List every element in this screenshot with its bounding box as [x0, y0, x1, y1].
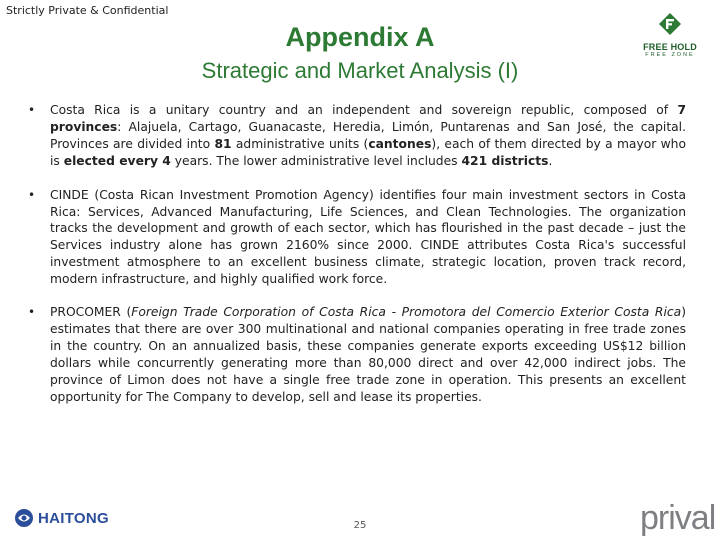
prival-logo: prival: [640, 499, 716, 537]
freehold-logo-line1: FREE HOLD: [643, 42, 697, 52]
haitong-wordmark: HAITONG: [38, 509, 109, 527]
confidentiality-label: Strictly Private & Confidential: [6, 4, 169, 17]
freehold-logo: [640, 12, 700, 60]
freehold-emblem-icon: [658, 12, 682, 36]
bullet-cinde: • CINDE (Costa Rican Investment Promotion Agency) identifies four main investment sectors in Costa Rica: Services, Advanced Manufacturing, Life Sciences, and Clean Technologies. The organization tracks the development and growth of each sector, which has flourished in the past decade – just the Services industry alone has grown 2160% since 2000. CINDE attributes Costa Rica's successful investment atmosphere to an excellent business climate, strategic location, proven track record, modern infrastructure, and highly qualified work force.: [28, 187, 686, 287]
bullet-dot: •: [28, 187, 36, 202]
haitong-emblem-icon: [14, 508, 34, 528]
page-subtitle: Strategic and Market Analysis (I): [201, 58, 519, 83]
bullet-dot: •: [28, 305, 36, 320]
haitong-logo: [14, 507, 109, 529]
bullet-costa-rica: • Costa Rica is a unitary country and an independent and sovereign republic, composed of 7 provinces: Alajuela, Cartago, Guanacaste, Heredia, Limón, Puntarenas and San José, the capital. Provinces are divided into 81 administrative units (cantones), each of them directed by a mayor who is elected every 4 years. The lower administrative level includes 421 districts.: [28, 103, 686, 168]
bullet-list: [26, 102, 686, 406]
bullet-dot: •: [28, 103, 36, 117]
freehold-logo-line2: FREE ZONE: [645, 52, 695, 58]
bullet-procomer: • PROCOMER (Foreign Trade Corporation of Costa Rica - Promotora del Comercio Exterior Costa Rica) estimates that there are over 300 multinational and national companies operating in free trade zones in the country. On an annualized basis, these companies generate exports exceeding US$12 billion dollars while concurrently generating more than 80,000 direct and over 42,000 indirect jobs. The province of Limon does not have a single free trade zone in operation. This presents an excellent opportunity for The Company to develop, sell and lease its properties.: [28, 305, 686, 404]
page-number: 25: [353, 520, 367, 531]
page-title: Appendix A: [285, 22, 435, 52]
